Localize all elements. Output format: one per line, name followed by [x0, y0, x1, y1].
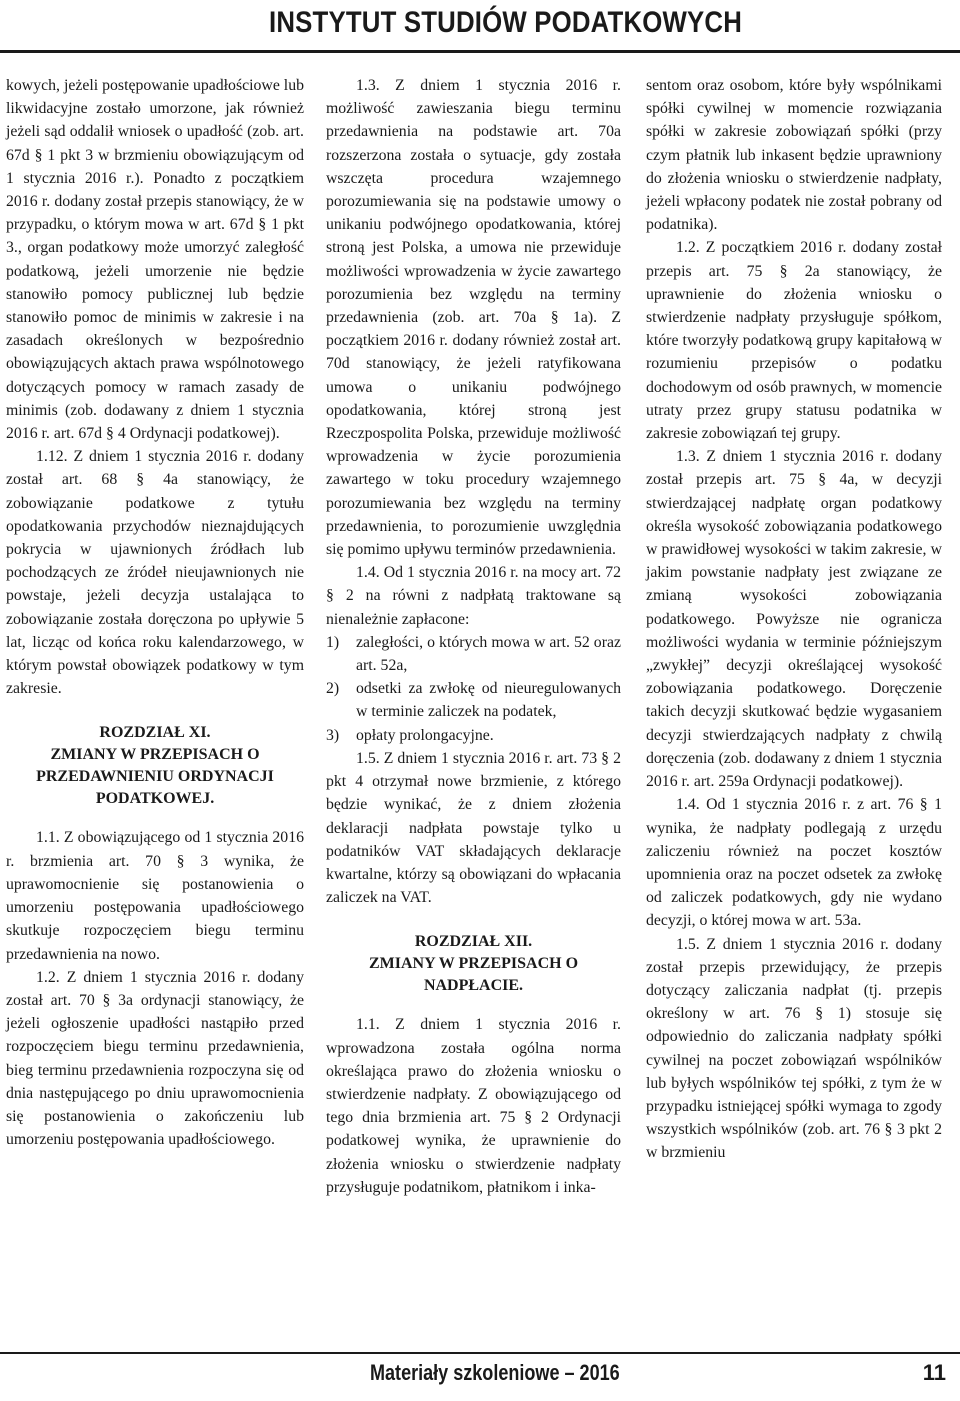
page-header [0, 0, 960, 56]
page-footer [0, 1352, 960, 1401]
paragraph: 1.12. Z dniem 1 stycznia 2016 r. dodany został art. 68 § 4a stanowiący, że zobowiązanie podatkowe z tytułu opodatkowania przychodów nieznajdujących pokrycia w ujawnionych źródłach lub pochodzących ze źródeł nieujawnionych nie powstaje, jeżeli decyzja ustalająca to zobowiązanie została doręczona po upływie 5 lat, licząc od końca roku kalendarzowego, w którym powstał obowiązek podatkowy w tym zakresie. [6, 448, 304, 698]
chapter-heading [326, 931, 621, 997]
paragraph: kowych, jeżeli postępowanie upadłościowe lub likwidacyjne zostało umorzone, jak również jeżeli sąd oddalił wniosek o upadłość (zob. art. 67d § 1 pkt 3 w brzmieniu obowiązującym od 1 stycznia 2016 r.). Ponadto z początkiem 2016 r. dodany został przepis stanowiący, że w przypadku, o którym mowa w art. 67d § 1 pkt 3., organ podatkowy może umorzyć zaległość podatkową, jeżeli umorzenie nie będzie stanowiło pomocy publicznej lub będzie stanowiło pomoc de minimis w zakresie i na zasadach określonych w bezpośrednio obowiązujących aktach prawa wspólnotowego dotyczących pomocy w ramach zasady de minimis (zob. dodawany z dniem 1 stycznia 2016 r. art. 67d § 4 Ordynacji podatkowej). [6, 77, 304, 443]
chapter-title: ZMIANY W PRZEPISACH O PRZEDAWNIENIU ORDYNACJI PODATKOWEJ. [36, 746, 274, 808]
page-number: 11 [922, 1360, 946, 1385]
header-title: INSTYTUT STUDIÓW PODATKOWYCH [268, 6, 742, 39]
paragraph: 1.1. Z dniem 1 stycznia 2016 r. wprowadzona została ogólna norma określająca prawo do złożenia wniosku o stwierdzenie nadpłaty. Z obowiązującego od tego dnia brzmienia art. 75 § 2 Ordynacji podatkowej wynika, że uprawnienie do złożenia wniosku o stwierdzenie nadpłaty przysługuje podatnikom, płatnikom i inka- [326, 1016, 621, 1196]
list-item: 3) opłaty prolongacyjne. [326, 726, 494, 744]
footer-rule [0, 1352, 960, 1354]
enumerated-list [326, 631, 621, 747]
text-column-1 [6, 74, 304, 1151]
text-column-2 [326, 74, 621, 1199]
text-column-3 [646, 74, 942, 1165]
paragraph: 1.2. Z początkiem 2016 r. dodany został przepis art. 75 § 2a stanowiący, że uprawnienie do złożenia wniosku o stwierdzenie nadpłaty przysługuje spółkom, które tworzyły podatkową grupy kapitałową w rozumieniu przepisów o podatku dochodowym od osób prawnych, w momencie utraty przez grupy statusu podatnika w zakresie zobowiązań tej grupy. [646, 239, 942, 443]
paragraph: 1.4. Od 1 stycznia 2016 r. z art. 76 § 1 wynika, że nadpłaty podlegają z urzędu zaliczeniu również na poczet kosztów upomnienia oraz na poczet odsetek za zwłokę od zaliczek podatkowych, gdy nie wydano decyzji, o której mowa w art. 53a. [646, 796, 942, 930]
chapter-number: ROZDZIAŁ XI. [99, 724, 211, 742]
chapter-number: ROZDZIAŁ XII. [414, 933, 533, 951]
paragraph: 1.4. Od 1 stycznia 2016 r. na mocy art. 72 § 2 na równi z nadpłatą traktowane są nienależnie zapłacone: [326, 564, 621, 628]
paragraph: 1.2. Z dniem 1 stycznia 2016 r. dodany został art. 70 § 3a ordynacji stanowiący, że jeżeli ogłoszenie upadłości nastąpiło przed rozpoczęciem biegu terminu przedawnienia, bieg terminu przedawnienia rozpoczyna się od dnia następującego po dniu uprawomocnienia się postanowienia o zakończeniu lub umorzeniu postępowania upadłościowego. [6, 968, 304, 1149]
paragraph: 1.3. Z dniem 1 stycznia 2016 r. możliwość zawieszania biegu terminu przedawnienia na podstawie art. 70a rozszerzona została o sytuacje, gdy została wszczęta procedura wzajemnego porozumiewania się na podstawie umowy o unikaniu podwójnego opodatkowania, której stroną jest Polska, a umowa nie przewiduje możliwości wprowadzenia w życie zawartego porozumienia bez względu na terminy przedawnienia (zob. art. 70a § 1a). Z początkiem 2016 r. dodany również został art. 70d stanowiący, że jeżeli ratyfikowana umowa o unikaniu podwójnego opodatkowania, której stroną jest Rzeczpospolita Polska, przewiduje możliwość wprowadzenia w życie porozumienia zawartego w toku procedury wzajemnego porozumiewania bez względu na terminy przedawnienia, to porozumienie uwzględnia się pomimo upływu terminów przedawnienia. [326, 77, 621, 559]
footer-title: Materiały szkoleniowe – 2016 [370, 1360, 620, 1385]
paragraph: 1.1. Z obowiązującego od 1 stycznia 2016 r. brzmienia art. 70 § 3 wynika, że uprawomocnienie się postanowienia o umorzeniu postępowania upadłościowego skutkuje rozpoczęciem biegu terminu przedawnienia na nowo. [6, 829, 304, 963]
list-item: 2) odsetki za zwłokę od nieuregulowanych w terminie zaliczek na podatek, [326, 680, 621, 721]
paragraph: 1.5. Z dniem 1 stycznia 2016 r. art. 73 § 2 pkt 4 otrzymał nowe brzmienie, z którego będzie wynikać, że z dniem złożenia deklaracji nadpłata powstaje tylko u podatników VAT składających deklaracje kwartalne, którzy są obowiązani do wpłacania zaliczek na VAT. [326, 749, 621, 907]
list-item: 1) zaległości, o których mowa w art. 52 oraz art. 52a, [326, 633, 621, 675]
paragraph: sentom oraz osobom, które były wspólnikami spółki cywilnej w momencie rozwiązania spółki w zakresie zobowiązań spółki (przy czym płatnik lub inkasent będzie uprawniony do złożenia wniosku o stwierdzenie nadpłaty, jeżeli wpłacony podatek nie został pobrany od podatnika). [646, 77, 942, 234]
paragraph: 1.5. Z dniem 1 stycznia 2016 r. dodany został przepis przewidujący, że przepis dotyczący zaliczania nadpłat (tj. przepis określony w art. 76 § 1) stosuje się odpowiednio do zaliczania nadpłaty spółki cywilnej na poczet zobowiązań wspólników lub byłych wspólników tej spółki, z tym że w przypadku istniejącej spółki wymaga to zgody wszystkich wspólników (zob. art. 76 § 3 pkt 2 w brzmieniu [646, 935, 942, 1162]
chapter-title: ZMIANY W PRZEPISACH O NADPŁACIE. [368, 955, 579, 995]
paragraph: 1.3. Z dniem 1 stycznia 2016 r. dodany został przepis art. 75 § 4a, w decyzji stwierdzającej nadpłatę organ podatkowy określa wysokość zobowiązania podatkowego w prawidłowej wysokości w takim zakresie, w jakim powstanie nadpłaty jest związane ze zmianą wysokości zobowiązania podatkowego. Powyższe nie ogranicza możliwości wydania w terminie późniejszym „zwykłej” decyzji określającej wysokość zobowiązania podatkowego. Doręczenie takich decyzji skutkować będzie wygasaniem decyzji stwierdzających nadpłaty z chwilą doręczenia (zob. dodawany z dniem 1 stycznia 2016 r. art. 259a Ordynacji podatkowej). [646, 448, 942, 791]
chapter-heading [6, 722, 304, 810]
header-rule [0, 50, 960, 53]
